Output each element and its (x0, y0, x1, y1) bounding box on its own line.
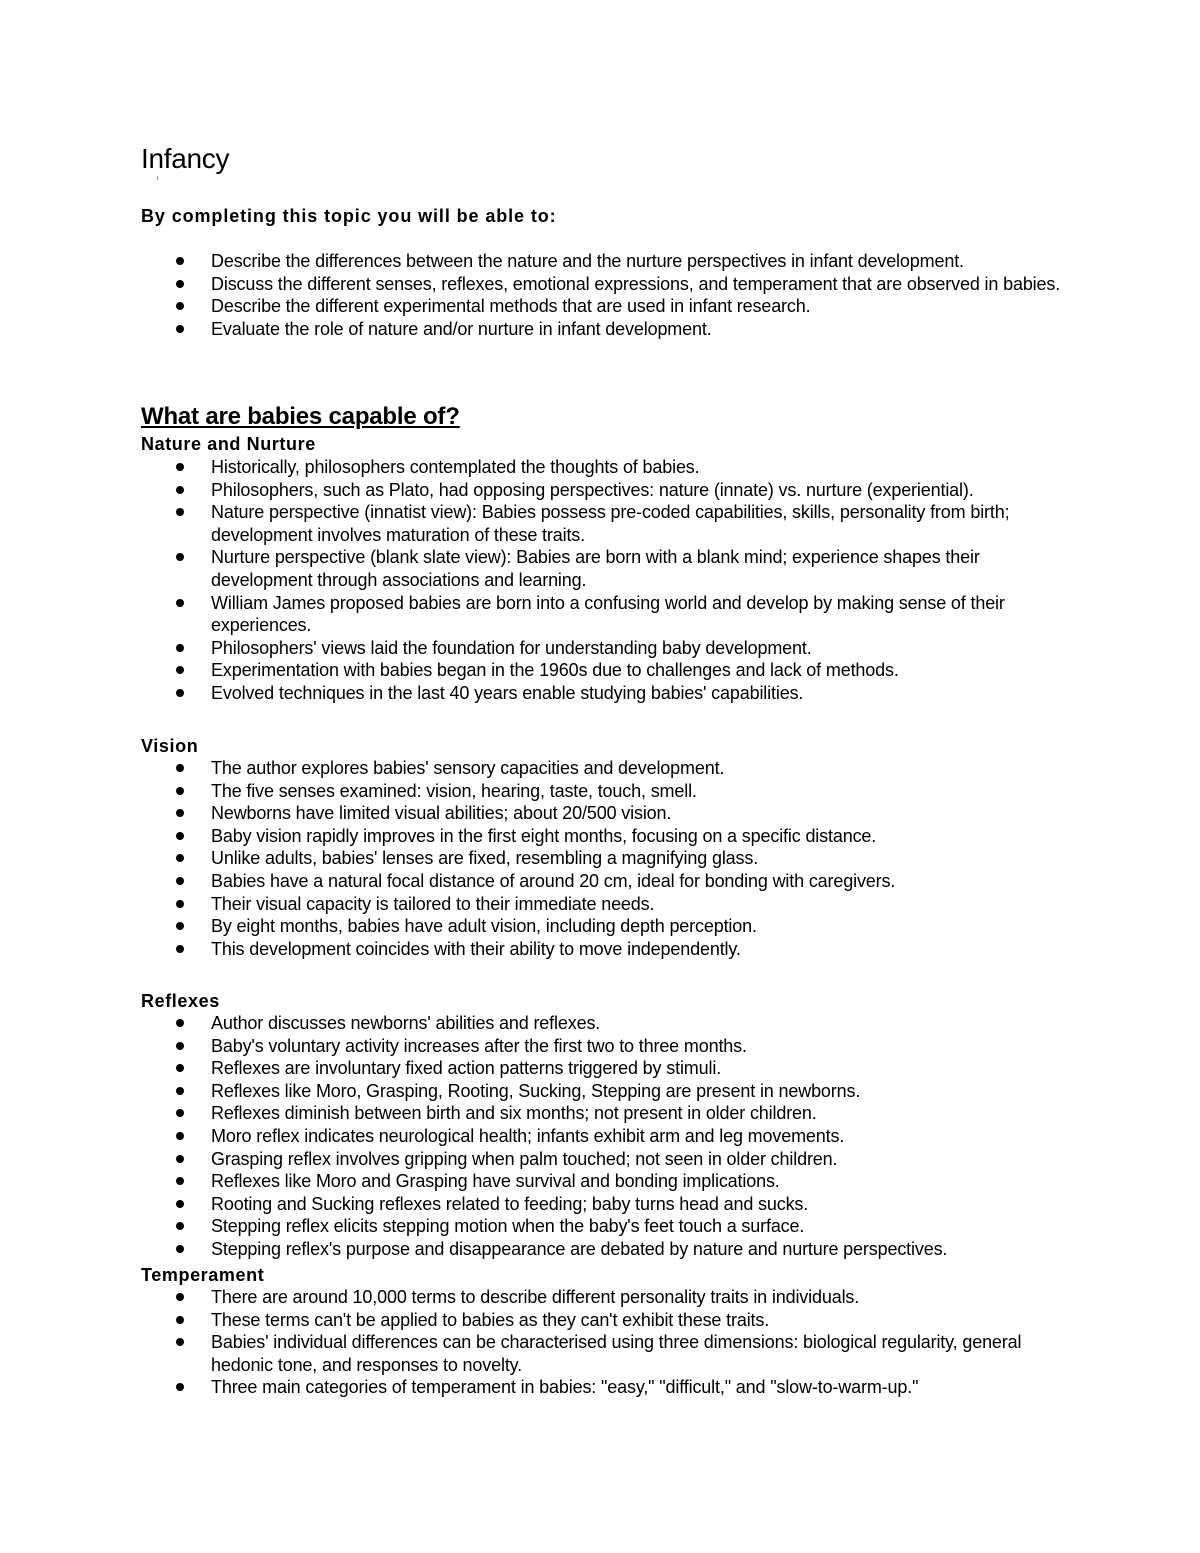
list-item-text: Newborns have limited visual abilities; about 20/500 vision. (211, 803, 672, 824)
bullet-icon (176, 1245, 184, 1253)
bullet-icon (176, 553, 184, 561)
list-item (141, 273, 1081, 296)
list-item-text: This development coincides with their ability to move independently. (211, 938, 741, 959)
bullet-icon (176, 599, 184, 607)
list-item-text: Babies have a natural focal distance of around 20 cm, ideal for bonding with caregivers. (211, 870, 896, 891)
list-item (141, 1035, 1081, 1058)
list-item-text: There are around 10,000 terms to describe different personality traits in individuals. (211, 1287, 860, 1307)
list-item-text: Evaluate the role of nature and/or nurture in infant development. (211, 318, 712, 339)
bullet-icon (176, 764, 184, 772)
bullet-icon (176, 945, 184, 953)
bullet-icon (176, 1293, 184, 1301)
list-item-text: Rooting and Sucking reflexes related to feeding; baby turns head and sucks. (211, 1193, 809, 1214)
bullet-icon (176, 1383, 184, 1391)
list-item (141, 847, 1081, 870)
list-item-text: Describe the differences between the nature and the nurture perspectives in infant development. (211, 251, 964, 271)
temperament-list (141, 1286, 1081, 1399)
list-item-text: Unlike adults, babies' lenses are fixed, resembling a magnifying glass. (211, 848, 759, 869)
list-item (141, 1193, 1081, 1216)
list-item (141, 1125, 1081, 1148)
list-item-text: Their visual capacity is tailored to their immediate needs. (211, 893, 655, 914)
list-item-text: By eight months, babies have adult vision, including depth perception. (211, 916, 757, 937)
document-title: Infancy (141, 143, 230, 174)
bullet-icon (176, 1109, 184, 1117)
list-item (141, 456, 1081, 479)
list-item (141, 592, 1081, 637)
list-item-text: Reflexes are involuntary fixed action patterns triggered by stimuli. (211, 1058, 722, 1079)
bullet-icon (176, 854, 184, 862)
list-item (141, 1215, 1081, 1238)
list-item (141, 318, 1081, 341)
bullet-icon (176, 325, 184, 333)
list-item (141, 825, 1081, 848)
bullet-icon (176, 922, 184, 930)
list-item-text: Grasping reflex involves gripping when palm touched; not seen in older children. (211, 1148, 838, 1169)
bullet-icon (176, 1200, 184, 1208)
list-item (141, 1148, 1081, 1171)
bullet-icon (176, 689, 184, 697)
list-item (141, 915, 1081, 938)
bullet-icon (176, 1042, 184, 1050)
list-item-text: Three main categories of temperament in babies: "easy," "difficult," and "slow-to-warm-up." (211, 1377, 919, 1398)
list-item (141, 938, 1081, 961)
list-item-text: Experimentation with babies began in the 1960s due to challenges and lack of methods. (211, 660, 899, 681)
bullet-icon (176, 508, 184, 516)
list-item-text: William James proposed babies are born into a confusing world and develop by making sense of their experiences. (211, 592, 1005, 636)
bullet-icon (176, 1064, 184, 1072)
list-item (141, 802, 1081, 825)
section-heading-vision: Vision (141, 736, 199, 756)
list-item-text: Philosophers' views laid the foundation for understanding baby development. (211, 637, 812, 658)
title-mark (157, 176, 158, 180)
list-item-text: Discuss the different senses, reflexes, emotional expressions, and temperament that are observed in babies. (211, 273, 1061, 294)
bullet-icon (176, 257, 184, 265)
list-item-text: The five senses examined: vision, hearing, taste, touch, smell. (211, 780, 697, 801)
list-item (141, 1057, 1081, 1080)
list-item-text: The author explores babies' sensory capacities and development. (211, 758, 725, 778)
bullet-icon (176, 1132, 184, 1140)
bullet-icon (176, 463, 184, 471)
list-item (141, 1376, 1081, 1399)
list-item-text: Baby vision rapidly improves in the first eight months, focusing on a specific distance. (211, 825, 877, 846)
section-heading-temperament: Temperament (141, 1265, 265, 1285)
list-item (141, 250, 1081, 273)
bullet-icon (176, 666, 184, 674)
bullet-icon (176, 787, 184, 795)
bullet-icon (176, 877, 184, 885)
list-item-text: Philosophers, such as Plato, had opposing perspectives: nature (innate) vs. nurture (experiential). (211, 479, 974, 500)
list-item-text: Stepping reflex's purpose and disappearance are debated by nature and nurture perspectives. (211, 1238, 948, 1259)
bullet-icon (176, 832, 184, 840)
bullet-icon (176, 644, 184, 652)
list-item (141, 1080, 1081, 1103)
list-item (141, 1309, 1081, 1332)
list-item (141, 1331, 1081, 1376)
list-item (141, 1238, 1081, 1261)
section-heading-nature-nurture: Nature and Nurture (141, 434, 316, 454)
list-item-text: These terms can't be applied to babies as they can't exhibit these traits. (211, 1309, 770, 1330)
reflexes-list (141, 1012, 1081, 1261)
list-item (141, 546, 1081, 591)
list-item (141, 757, 1081, 780)
vision-list (141, 757, 1081, 960)
bullet-icon (176, 1177, 184, 1185)
list-item-text: Evolved techniques in the last 40 years enable studying babies' capabilities. (211, 682, 804, 703)
list-item-text: Moro reflex indicates neurological health; infants exhibit arm and leg movements. (211, 1125, 845, 1146)
list-item (141, 637, 1081, 660)
list-item-text: Baby's voluntary activity increases after the first two to three months. (211, 1035, 747, 1056)
list-item (141, 479, 1081, 502)
list-item (141, 870, 1081, 893)
list-item-text: Reflexes diminish between birth and six months; not present in older children. (211, 1103, 817, 1124)
bullet-icon (176, 1087, 184, 1095)
bullet-icon (176, 302, 184, 310)
list-item (141, 893, 1081, 916)
list-item (141, 659, 1081, 682)
bullet-icon (176, 900, 184, 908)
list-item (141, 780, 1081, 803)
list-item (141, 501, 1081, 546)
bullet-icon (176, 1222, 184, 1230)
list-item-text: Describe the different experimental methods that are used in infant research. (211, 296, 811, 317)
bullet-icon (176, 1155, 184, 1163)
list-item-text: Nurture perspective (blank slate view): Babies are born with a blank mind; experience shapes their development through associations and learning. (211, 547, 980, 590)
list-item-text: Reflexes like Moro and Grasping have survival and bonding implications. (211, 1171, 780, 1192)
objectives-list (141, 250, 1081, 340)
list-item-text: Author discusses newborns' abilities and reflexes. (211, 1013, 601, 1033)
list-item (141, 682, 1081, 705)
section-heading-reflexes: Reflexes (141, 991, 220, 1011)
list-item (141, 1102, 1081, 1125)
list-item-text: Stepping reflex elicits stepping motion when the baby's feet touch a surface. (211, 1216, 805, 1237)
list-item (141, 1286, 1081, 1309)
list-item-text: Babies' individual differences can be characterised using three dimensions: biological regularity, general hedonic tone, and responses to novelty. (211, 1332, 1022, 1375)
list-item-text: Historically, philosophers contemplated the thoughts of babies. (211, 457, 700, 477)
bullet-icon (176, 809, 184, 817)
list-item (141, 1012, 1081, 1035)
bullet-icon (176, 1019, 184, 1027)
nature-nurture-list (141, 456, 1081, 705)
objectives-heading: By completing this topic you will be able to: (141, 206, 557, 226)
bullet-icon (176, 486, 184, 494)
list-item-text: Nature perspective (innatist view): Babies possess pre-coded capabilities, skills, personality from birth; development involves maturation of these traits. (211, 502, 1010, 545)
list-item (141, 295, 1081, 318)
bullet-icon (176, 1316, 184, 1324)
list-item-text: Reflexes like Moro, Grasping, Rooting, Sucking, Stepping are present in newborns. (211, 1080, 861, 1101)
bullet-icon (176, 280, 184, 288)
bullet-icon (176, 1338, 184, 1346)
main-heading: What are babies capable of? (141, 403, 460, 430)
list-item (141, 1170, 1081, 1193)
